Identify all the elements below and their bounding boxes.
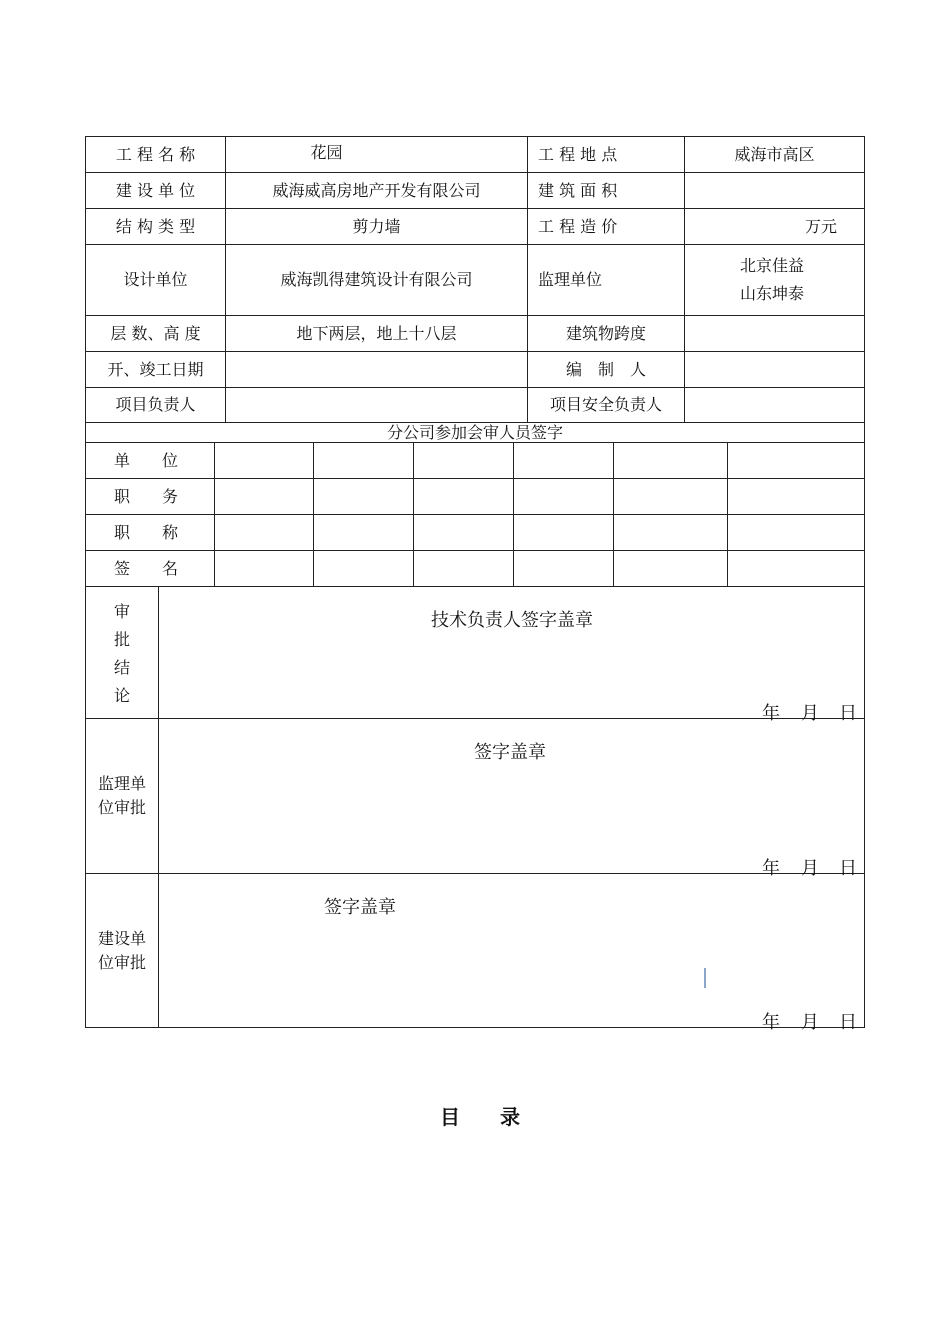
- dates-label: 开、竣工日期: [107, 359, 204, 379]
- project-name-value: 花园: [310, 143, 343, 162]
- col-divider: [727, 442, 728, 586]
- conclusion-label: [86, 604, 158, 704]
- text-cursor-mark: [704, 968, 706, 988]
- structure-label: 结 构 类 型: [115, 216, 196, 236]
- col-divider: [158, 586, 159, 1027]
- date-day: 日: [839, 858, 857, 879]
- col-divider: [313, 442, 314, 586]
- signers-row-signature: 签 名: [114, 558, 179, 578]
- project-name-label: 工 程 名 称: [115, 144, 196, 164]
- signers-row-title: 职 称: [114, 522, 179, 542]
- builder-approval-label-1: 建设单: [97, 928, 146, 948]
- cost-label: 工 程 造 价: [538, 216, 618, 236]
- supervisor-value-1: 北京佳益: [739, 256, 804, 275]
- date-year: 年: [762, 703, 780, 724]
- row-divider: [85, 873, 865, 874]
- col-divider: [413, 442, 414, 586]
- structure-value: 剪力墙: [352, 216, 401, 236]
- date-year: 年: [762, 858, 780, 879]
- col-divider: [613, 442, 614, 586]
- supervisor-sign-stamp: 签字盖章: [474, 742, 546, 763]
- row-divider: [85, 718, 865, 719]
- col-divider: [214, 442, 215, 586]
- date-month: 月: [801, 1012, 819, 1033]
- table-border-right: [864, 136, 865, 1027]
- col-divider: [513, 442, 514, 586]
- supervisor-approval-label-1: 监理单: [97, 774, 146, 793]
- supervisor-approval-label: [86, 719, 158, 873]
- builder-approval-label: [86, 874, 158, 1027]
- table-border-bottom: [85, 1027, 865, 1028]
- floor-area-label: 建 筑 面 积: [538, 180, 618, 200]
- conclusion-label-char: 结: [113, 658, 130, 677]
- designer-value: 威海凯得建筑设计有限公司: [280, 270, 473, 289]
- builder-approval-label-2: 位审批: [97, 952, 146, 972]
- supervisor-label: 监理单位: [538, 270, 603, 289]
- conclusion-label-char: 审: [113, 602, 130, 621]
- floor-area-value: [685, 173, 864, 208]
- span-label: 建筑物跨度: [565, 323, 646, 343]
- toc-title: 目 录: [440, 1105, 520, 1129]
- signers-row-position: 职 务: [114, 486, 179, 506]
- cost-unit: 万元: [804, 216, 837, 236]
- compiler-label: 编 制 人: [565, 359, 646, 379]
- date-day: 日: [839, 703, 857, 724]
- supervisor-date: [760, 854, 860, 879]
- project-location-value: 威海市高区: [734, 144, 815, 164]
- designer-label: 设计单位: [123, 270, 188, 289]
- conclusion-label-char: 批: [113, 630, 130, 649]
- signers-row-unit: 单 位: [114, 450, 179, 470]
- floors-value: 地下两层，地上十八层: [296, 323, 457, 343]
- builder-date: [760, 1008, 860, 1033]
- supervisor-approval-label-2: 位审批: [97, 798, 146, 817]
- builder-label: 建 设 单 位: [115, 180, 196, 200]
- date-year: 年: [762, 1012, 780, 1033]
- tech-sign-stamp: 技术负责人签字盖章: [431, 610, 593, 631]
- builder-value: 威海威高房地产开发有限公司: [272, 180, 481, 200]
- pm-label: 项目负责人: [115, 395, 196, 414]
- row-divider: [85, 586, 865, 587]
- conclusion-date: [760, 699, 860, 724]
- supervisor-value-2: 山东坤泰: [739, 284, 804, 303]
- builder-sign-stamp: 签字盖章: [324, 897, 396, 918]
- date-month: 月: [801, 858, 819, 879]
- project-location-label: 工 程 地 点: [538, 144, 618, 164]
- safety-label: 项目安全负责人: [549, 395, 662, 414]
- signers-header: 分公司参加会审人员签字: [386, 422, 563, 442]
- date-month: 月: [801, 703, 819, 724]
- conclusion-label-char: 论: [113, 686, 130, 705]
- date-day: 日: [839, 1012, 857, 1033]
- supervisor-value: [685, 245, 864, 315]
- floors-label: 层 数、高 度: [110, 323, 201, 343]
